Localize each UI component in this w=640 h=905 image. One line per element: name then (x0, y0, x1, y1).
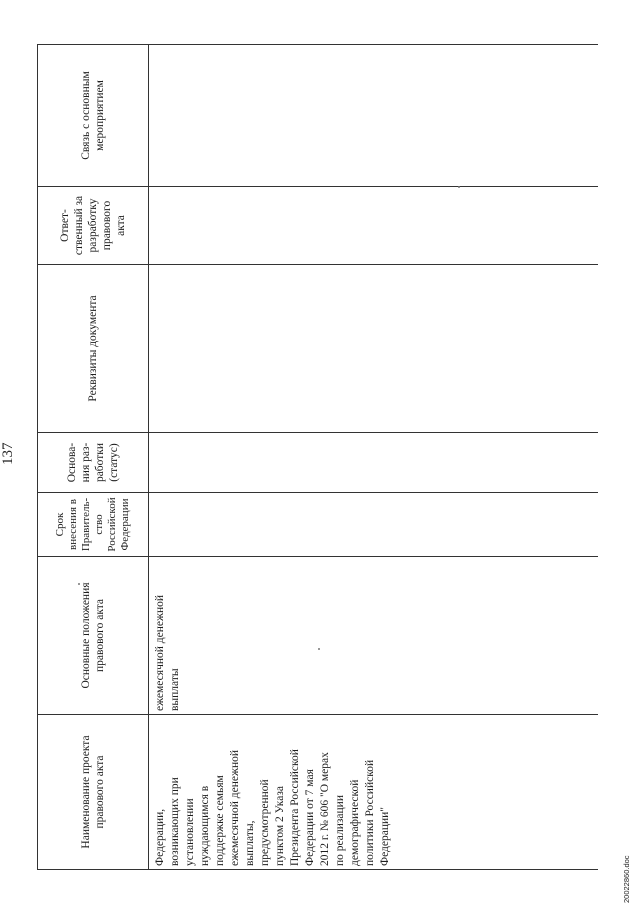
header-project-name: Наименование проекта правового акта (79, 735, 106, 849)
footer-document-id: 20022860.doc (622, 855, 631, 903)
header-development-basis: Основа- ния раз- работки (статус) (65, 442, 120, 483)
scan-speck (318, 648, 320, 650)
table-header-bottom-border (148, 45, 149, 870)
header-submission-deadline: Срок внесения в Правитель- ство Российской Федерации (53, 497, 131, 552)
page-number: 137 (0, 442, 16, 465)
cell-main-provisions: ежемесячной денежной выплаты (154, 595, 181, 711)
table-left-border (37, 869, 598, 870)
header-responsible: Ответ- ственный за разработку правового акта (58, 195, 127, 256)
header-document-details: Реквизиты документа (86, 295, 99, 402)
header-main-provisions: Основные положения правового акта (79, 582, 106, 689)
header-link-to-main-activity: Связь с основным мероприятием (79, 71, 106, 160)
cell-project-name: Федерации, возникающих при установлении нуждающимся в поддержке семьям ежемесячной денежной выплаты, предусмотренной пунктом 2 Указа Президента Российской Федерации от 7 мая 2012 г. № 606 "О мерах по реализации демографической политики Российской Федерации" (154, 749, 391, 866)
scan-speck (78, 583, 80, 585)
scan-speck (458, 186, 460, 188)
